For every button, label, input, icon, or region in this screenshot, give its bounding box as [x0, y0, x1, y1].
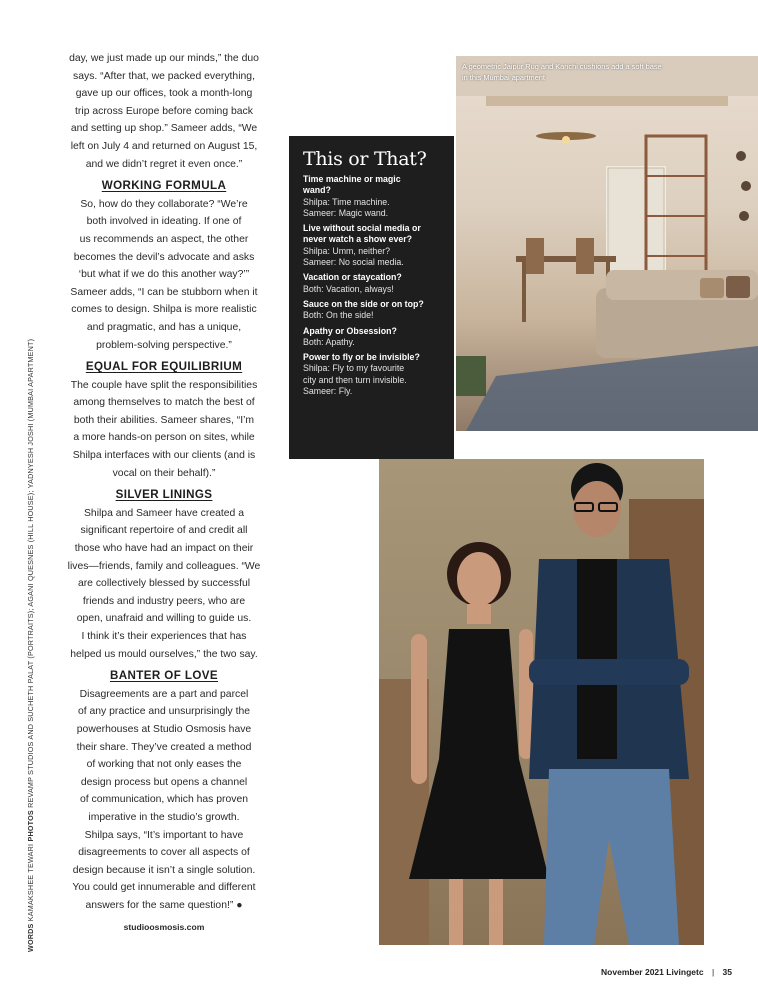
question-line: Live without social media or — [303, 223, 421, 234]
this-or-that-box — [289, 136, 454, 459]
answer-line: Shilpa: Time machine. — [303, 196, 390, 207]
qa-item — [303, 272, 440, 295]
text-line: and pragmatic, and has a unique, — [86, 321, 242, 333]
section-heading-banter-of-love: BANTER OF LOVE — [109, 669, 218, 683]
answer-line: Both: Apathy. — [303, 336, 355, 347]
intro-paragraph — [52, 50, 276, 173]
section-heading-working-formula: WORKING FORMULA — [101, 179, 227, 193]
text-line: ‘but what if we do this another way?’” — [78, 269, 250, 281]
text-line: both involved in ideating. If one of — [86, 216, 242, 228]
sidebar-title: This or That? — [303, 148, 427, 170]
answer-line: Sameer: No social media. — [303, 257, 404, 268]
text-line: their share. They’ve created a method — [76, 741, 252, 753]
living-room-photo — [456, 56, 758, 431]
qa-item — [303, 174, 440, 219]
text-line: are collectively blessed by successful — [77, 578, 251, 590]
text-line: says. “After that, we packed everything, — [73, 70, 255, 82]
text-line: design because it isn’t a single solution. — [72, 864, 256, 876]
text-line: among themselves to match the best of — [73, 397, 255, 409]
page-number: 35 — [722, 967, 732, 977]
text-line: friends and industry peers, who are — [82, 595, 246, 607]
photo-caption — [462, 62, 702, 83]
caption-line: in this Mumbai apartment — [462, 72, 545, 82]
text-line: problem-solving perspective.” — [96, 339, 232, 351]
text-line: imperative in the studio’s growth. — [88, 811, 240, 823]
qa-item — [303, 299, 440, 322]
text-line: of any practice and unsurprisingly the — [77, 706, 251, 718]
qa-item — [303, 352, 440, 397]
section-heading-silver-linings: SILVER LININGS — [115, 488, 213, 502]
text-line: significant repertoire of and credit all — [80, 525, 248, 537]
text-line: powerhouses at Studio Osmosis have — [76, 723, 252, 735]
text-line: gave up our offices, took a month-long — [75, 88, 253, 100]
question-line: Sauce on the side or on top? — [303, 298, 424, 309]
question-line: Vacation or staycation? — [303, 272, 402, 283]
answer-line: city and then turn invisible. — [303, 374, 407, 385]
text-line: So, how do they collaborate? “We’re — [80, 198, 248, 210]
portrait-photo — [379, 459, 704, 945]
text-line: vocal on their behalf).” — [112, 467, 216, 479]
question-line: Power to fly or be invisible? — [303, 352, 420, 363]
text-line: You could get innumerable and different — [72, 882, 256, 894]
text-line: Sameer adds, “I can be stubborn when it — [70, 286, 258, 298]
photos-credit: REVAMP STUDIOS AND SUCHETH PALAT (PORTRAITS); AGANI QUESNES (HILL HOUSE); YADNYESH JOSHI (MUMBAI APARTMENT) — [26, 338, 35, 808]
photos-label: PHOTOS — [26, 810, 35, 842]
section-equal-for-equilibrium — [52, 377, 276, 483]
text-line: Shilpa and Sameer have created a — [83, 507, 244, 519]
text-line: and we didn’t regret it even once.” — [85, 158, 243, 170]
photo-credit — [26, 292, 35, 952]
text-line: The couple have split the responsibilities — [70, 379, 258, 391]
page-footer — [601, 967, 732, 977]
text-line: those who have had an impact on their — [74, 543, 254, 555]
text-line: comes to design. Shilpa is more realistic — [71, 304, 257, 316]
text-line: both their abilities. Sameer shares, “I’m — [73, 414, 255, 426]
answer-line: Shilpa: Umm, neither? — [303, 245, 391, 256]
article-column — [52, 50, 276, 936]
text-line: and setting up shop.” Sameer adds, “We — [70, 123, 258, 135]
section-banter-of-love — [52, 686, 276, 915]
text-line: Shilpa says, “It’s important to have — [84, 829, 244, 841]
text-line: Disagreements are a part and parcel — [79, 688, 249, 700]
footer-separator: | — [711, 967, 715, 977]
words-credit: KAMAKSHEE TEWARI — [26, 843, 35, 922]
answer-line: Sameer: Fly. — [303, 386, 353, 397]
words-label: WORDS — [26, 923, 35, 952]
section-heading-equal-for-equilibrium: EQUAL FOR EQUILIBRIUM — [85, 360, 243, 374]
answer-line: Sameer: Magic wand. — [303, 207, 389, 218]
question-line: wand? — [303, 185, 331, 196]
answer-line: Both: Vacation, always! — [303, 283, 394, 294]
website-link[interactable]: studioosmosis.com — [123, 921, 205, 932]
qa-item — [303, 223, 440, 268]
text-line: of working that not only eases the — [86, 759, 242, 771]
section-working-formula — [52, 196, 276, 354]
text-line: lives—friends, family and colleagues. “We — [67, 560, 261, 572]
text-line: helped us mould ourselves,” the two say. — [70, 648, 258, 660]
living-room-illustration — [456, 56, 758, 431]
text-line: disagreements to cover all aspects of — [78, 847, 250, 859]
qa-item — [303, 326, 440, 349]
text-line: becomes the devil’s advocate and asks — [73, 251, 255, 263]
issue-month: November 2021 — [601, 967, 664, 977]
text-line: answers for the same question!” ● — [85, 899, 243, 911]
portrait-illustration — [379, 459, 704, 945]
caption-line: A geometric Jaipur Rug and Kanchi cushions add a soft base — [462, 62, 662, 71]
answer-line: Both: On the side! — [303, 310, 374, 321]
text-line: left on July 4 and returned on August 15, — [70, 140, 258, 152]
answer-line: Shilpa: Fly to my favourite — [303, 363, 405, 374]
question-line: Apathy or Obsession? — [303, 325, 397, 336]
text-line: Shilpa interfaces with our clients (and is — [72, 450, 256, 462]
text-line: of communication, which has proven — [79, 794, 249, 806]
text-line: a more hands-on person on sites, while — [73, 432, 255, 444]
text-line: us recommends an aspect, the other — [79, 233, 249, 245]
text-line: day, we just made up our minds,” the duo — [69, 53, 259, 64]
text-line: trip across Europe before coming back — [75, 105, 253, 117]
section-silver-linings — [52, 505, 276, 663]
text-line: design process but opens a channel — [80, 776, 248, 788]
question-line: Time machine or magic — [303, 174, 401, 184]
text-line: I think it’s their experiences that has — [81, 631, 247, 642]
question-line: never watch a show ever? — [303, 234, 413, 245]
text-line: open, unafraid and willing to guide us. — [76, 613, 252, 625]
magazine-name: Livingetc — [666, 967, 704, 977]
